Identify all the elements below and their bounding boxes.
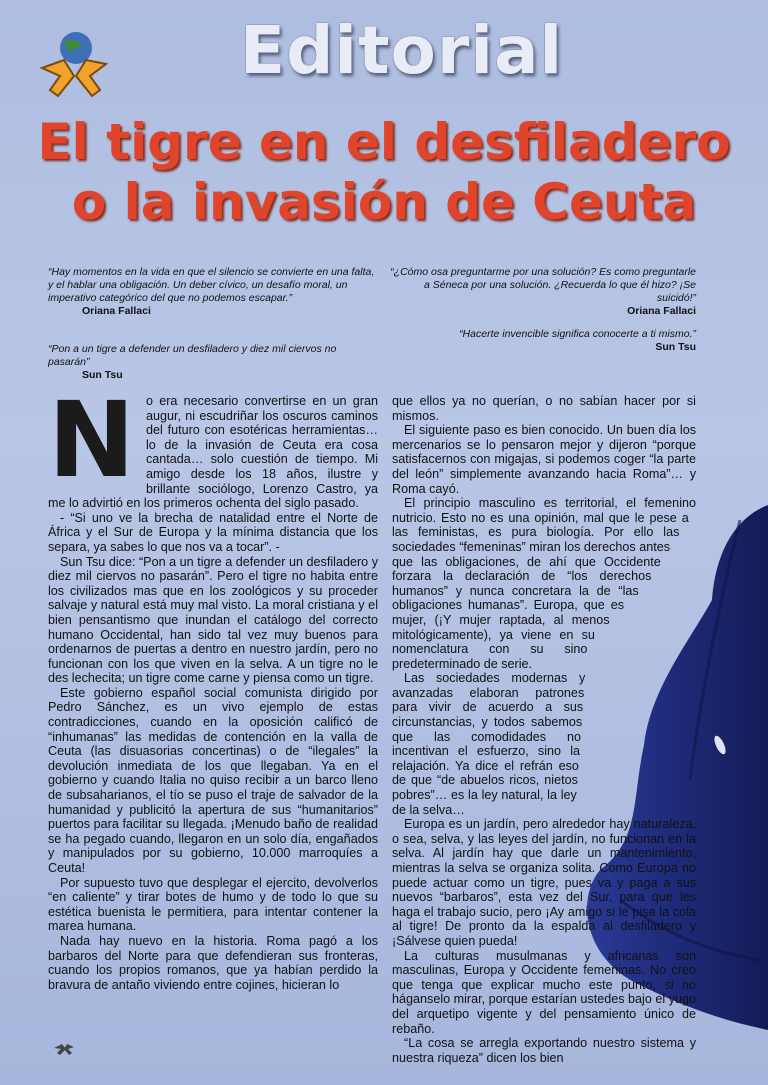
article-column-right [392, 394, 696, 1065]
quote-text: “Hay momentos en la vida en que el silencio se convierte en una falta, y el hablar una obligación. Un deber cívico, un desafío moral, un imperativo categórico del que no podemos escapar.” [48, 266, 375, 304]
article-paragraph: o era necesario convertirse en un gran augur, ni escudriñar los oscuros caminos del futuro con esotéricas herramientas… lo de la invasión de Ceuta era cosa cantada… solo cuestión de tiempo. Mi amigo desde los 18 años, ilustre y brillante sociólogo, Lorenzo Castro, ya me lo advirtió en los primeros ochenta del siglo pasado. [48, 394, 378, 511]
article-paragraph: Por supuesto tuvo que desplegar el ejercito, devolverlos “en caliente” y tirar botes de humo y de todo lo que su estética buenista le permitiera, para intentar contener la marea humana. [48, 875, 378, 934]
article-paragraph: El principio masculino es territorial, el femenino nutricio. Esto no es una opinión, mal que le pese a las feministas, es pura biología. Por ello las sociedades “femeninas” miran los derechos antes que las obligaciones, de ahí que Occidente forzara la declaración de “los derechos humanos” y nunca concretara la de “las obligaciones humanas”. Europa, que es mujer, (¡Y mujer raptada, al menos mitológicamente), ya viene en su nomenclatura con su sino predeterminado de serie. [392, 496, 696, 671]
magazine-logo-icon [34, 26, 114, 106]
quote-text: “¿Cómo osa preguntarme por una solución? Es como preguntarle a Séneca por una solución. ¿Recuerda lo que él hizo? ¡Se suicidó!” [390, 266, 696, 304]
footer-logo-icon [52, 1040, 76, 1056]
epigraph-quote [390, 328, 696, 354]
quote-author: Oriana Fallaci [627, 305, 696, 317]
article-paragraph: El siguiente paso es bien conocido. Un buen día los mercenarios se lo pensaron mejor y dijeron “porque satisfacernos con migajas, si podemos coger “la parte del león” simplemente avanzando hacia Roma”… y Roma cayó. [392, 423, 696, 496]
epigraph-quote [390, 266, 696, 318]
article-paragraph: Las sociedades modernas y avanzadas elaboran patrones para vivir de acuerdo a sus circunstancias, y todos sabemos que las comodidades no incentivan el esfuerzo, sino la relajación. Ya dice el refrán eso de que “de abuelos ricos, nietos pobres”… es la ley natural, la ley de la selva… [392, 671, 586, 817]
epigraph-quote [48, 343, 378, 382]
article-paragraph: La culturas musulmanas y africanas son masculinas, Europa y Occidente femeninas. No creo que tenga que explicar mucho este punto, si no háganselo mirar, porque estarían ustedes bajo el yugo del arquetipo vigente y del pensamiento único de rebaño. [392, 948, 696, 1036]
article-paragraph: Nada hay nuevo en la historia. Roma pagó a los barbaros del Norte para que defendieran sus fronteras, cuando los propios romanos, que ya habían perdido la bravura de antaño viviendo entre cojines, hicieran lo [48, 933, 378, 992]
headline-line-1: El tigre en el desfiladero [37, 113, 731, 171]
quote-text: “Hacerte invencible significa conocerte a ti mismo.” [459, 328, 696, 340]
article-paragraph: Este gobierno español social comunista dirigido por Pedro Sánchez, es un vivo ejemplo de estas contradicciones, cuando en la oposición calificó de “inhumanas” las medidas de contención en la valla de Ceuta (las disuasorias concertinas) o de “ilegales” la devolución inmediata de los que llegaban. Ya en el gobierno y cuando Italia no quiso recibir a un barco lleno de subsaharianos, el tío se puso el traje de salvador de la humanidad y publicitó la apertura de sus “humanitarios” puertos para facilitar su llegada. ¡Menudo baño de realidad se ha pegado cuando, llegaron en un solo día, engañados y manipulados por su gobierno, 10.000 marroquíes a Ceuta! [48, 685, 378, 875]
headline [0, 112, 768, 232]
headline-line-2: o la invasión de Ceuta [71, 173, 697, 231]
article-paragraph: “La cosa se arregla exportando nuestro sistema y nuestra riqueza” dicen los bien [392, 1036, 696, 1065]
article-column-left [48, 379, 378, 992]
quote-author: Oriana Fallaci [82, 305, 151, 317]
article-paragraph: Europa es un jardín, pero alrededor hay naturaleza, o sea, selva, y las leyes del jardín, no funcionan en la selva. Al jardín hay que darle un mantenimiento, mientras la selva se organiza solita. Como Europa no puede actuar como un tigre, pues va y paga a sus nuevos “barbaros”, esta vez del Sur, para que les haga el trabajo sucio, pero ¡Ay amigo si le pisa la cola al tigre! De pronto da la espalda al desfiladero y ¡Sálvese quien pueda! [392, 817, 696, 948]
quote-text: “Pon a un tigre a defender un desfiladero y diez mil ciervos no pasarán” [48, 343, 337, 368]
epigraph-quote [48, 266, 378, 318]
article-paragraph: Sun Tsu dice: “Pon a un tigre a defender un desfiladero y diez mil ciervos no pasarán”. Pero el tigre no habita entre los civilizados mas que en los zoológicos y su proceder salvaje y natural está muy mal visto. La moral cristiana y el bien pensantismo que inundan el catálogo del correcto humano Occidental, han sido tal vez muy buenos para ordenarnos de puertas a dentro en nuestro jardín, pero no funcionan con los que viven en la selva. A un tigre no le des lechecita; un tigre come carne y piensa como un tigre. [48, 554, 378, 686]
drop-cap: N [48, 379, 136, 501]
quote-author: Sun Tsu [655, 341, 696, 353]
article-paragraph: que ellos ya no querían, o no sabían hacer por si mismos. [392, 394, 696, 423]
quote-author: Sun Tsu [82, 369, 123, 381]
article-paragraph: - “Si uno ve la brecha de natalidad entre el Norte de África y el Sur de Europa y la mínima distancia que los separa, ya sabes lo que nos va a tocar”. - [48, 510, 378, 554]
section-title: Editorial [240, 12, 564, 89]
